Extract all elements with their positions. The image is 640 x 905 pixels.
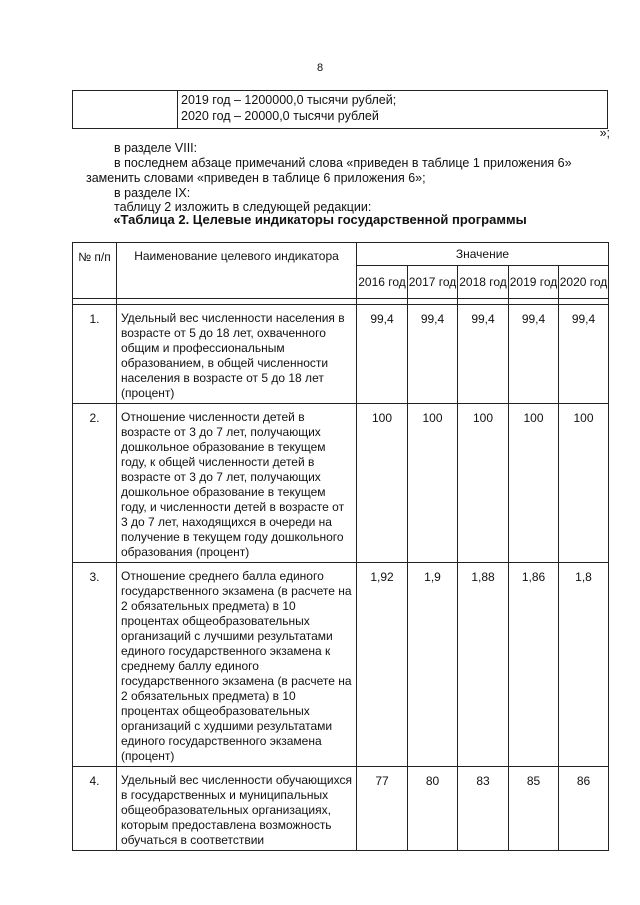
- header-value-col: Значение: [357, 243, 609, 266]
- header-year: 2019 год: [509, 266, 559, 299]
- closing-quote: »;: [599, 126, 610, 140]
- row-value: 1,86: [509, 563, 559, 767]
- header-name-col: Наименование целевого индикатора: [117, 243, 357, 299]
- continuation-text-cell: [178, 91, 608, 129]
- continuation-table: [72, 90, 608, 129]
- table-row: [73, 563, 609, 767]
- row-value: 99,4: [509, 305, 559, 404]
- header-year: 2017 год: [408, 266, 458, 299]
- continuation-line: 2020 год – 20000,0 тысячи рублей: [181, 109, 379, 123]
- paragraph-table-intro: таблицу 2 изложить в следующей редакции:: [114, 200, 372, 214]
- row-value: 100: [357, 404, 408, 563]
- header-year: 2016 год: [357, 266, 408, 299]
- row-indicator-name: Отношение среднего балла единого государственного экзамена (в расчете на 2 обязательных предмета) в 10 процентах общеобразовательных организаций с лучшими результатами единого государственного экзамена к среднему баллу единого государственного экзамена (в расчете на 2 обязательных предмета) в 10 процентах общеобразовательных организаций с худшими результатами единого государственного экзамена (процент): [117, 563, 357, 767]
- page-number: 8: [316, 62, 324, 74]
- row-number: 4.: [73, 767, 117, 851]
- table-row: [73, 305, 609, 404]
- header-year: 2020 год: [559, 266, 609, 299]
- row-value: 99,4: [357, 305, 408, 404]
- row-indicator-name: Удельный вес численности обучающихся в государственных и муниципальных общеобразовательных организациях, которым предоставлена возможность обучаться в соответствии: [117, 767, 357, 851]
- row-value: 77: [357, 767, 408, 851]
- row-value: 80: [408, 767, 458, 851]
- paragraph-notes-change: в последнем абзаце примечаний слова «приведен в таблице 1 приложения 6»: [114, 156, 572, 170]
- row-value: 99,4: [559, 305, 609, 404]
- paragraph-section-viii: в разделе VIII:: [114, 141, 198, 155]
- row-value: 1,9: [408, 563, 458, 767]
- row-value: 100: [509, 404, 559, 563]
- table-row: [73, 767, 609, 851]
- row-value: 100: [559, 404, 609, 563]
- indicators-table: [72, 242, 609, 851]
- row-value: 99,4: [408, 305, 458, 404]
- row-value: 1,92: [357, 563, 408, 767]
- row-indicator-name: Удельный вес численности населения в возрасте от 5 до 18 лет, охваченного общим и профессиональным образованием, в общей численности населения в возрасте от 5 до 18 лет (процент): [117, 305, 357, 404]
- header-num-col: № п/п: [73, 243, 117, 299]
- row-number: 1.: [73, 305, 117, 404]
- table-title: «Таблица 2. Целевые индикаторы государственной программы: [113, 212, 527, 227]
- header-year: 2018 год: [458, 266, 509, 299]
- row-value: 1,88: [458, 563, 509, 767]
- table-row: [73, 404, 609, 563]
- row-value: 100: [408, 404, 458, 563]
- paragraph-notes-change-cont: заменить словами «приведен в таблице 6 приложения 6»;: [86, 171, 426, 185]
- row-value: 100: [458, 404, 509, 563]
- row-value: 1,8: [559, 563, 609, 767]
- row-value: 99,4: [458, 305, 509, 404]
- row-value: 85: [509, 767, 559, 851]
- row-number: 2.: [73, 404, 117, 563]
- paragraph-section-ix: в разделе IX:: [114, 186, 191, 200]
- row-number: 3.: [73, 563, 117, 767]
- continuation-line: 2019 год – 1200000,0 тысячи рублей;: [181, 93, 397, 107]
- row-value: 86: [559, 767, 609, 851]
- continuation-empty-cell: [73, 91, 178, 129]
- row-value: 83: [458, 767, 509, 851]
- row-indicator-name: Отношение численности детей в возрасте от 3 до 7 лет, получающих дошкольное образование в текущем году, к общей численности детей в возрасте от 3 до 7 лет, получающих дошкольное образование в текущем году, и численности детей в возрасте от 3 до 7 лет, находящихся в очереди на получение в текущем году дошкольного образования (процент): [117, 404, 357, 563]
